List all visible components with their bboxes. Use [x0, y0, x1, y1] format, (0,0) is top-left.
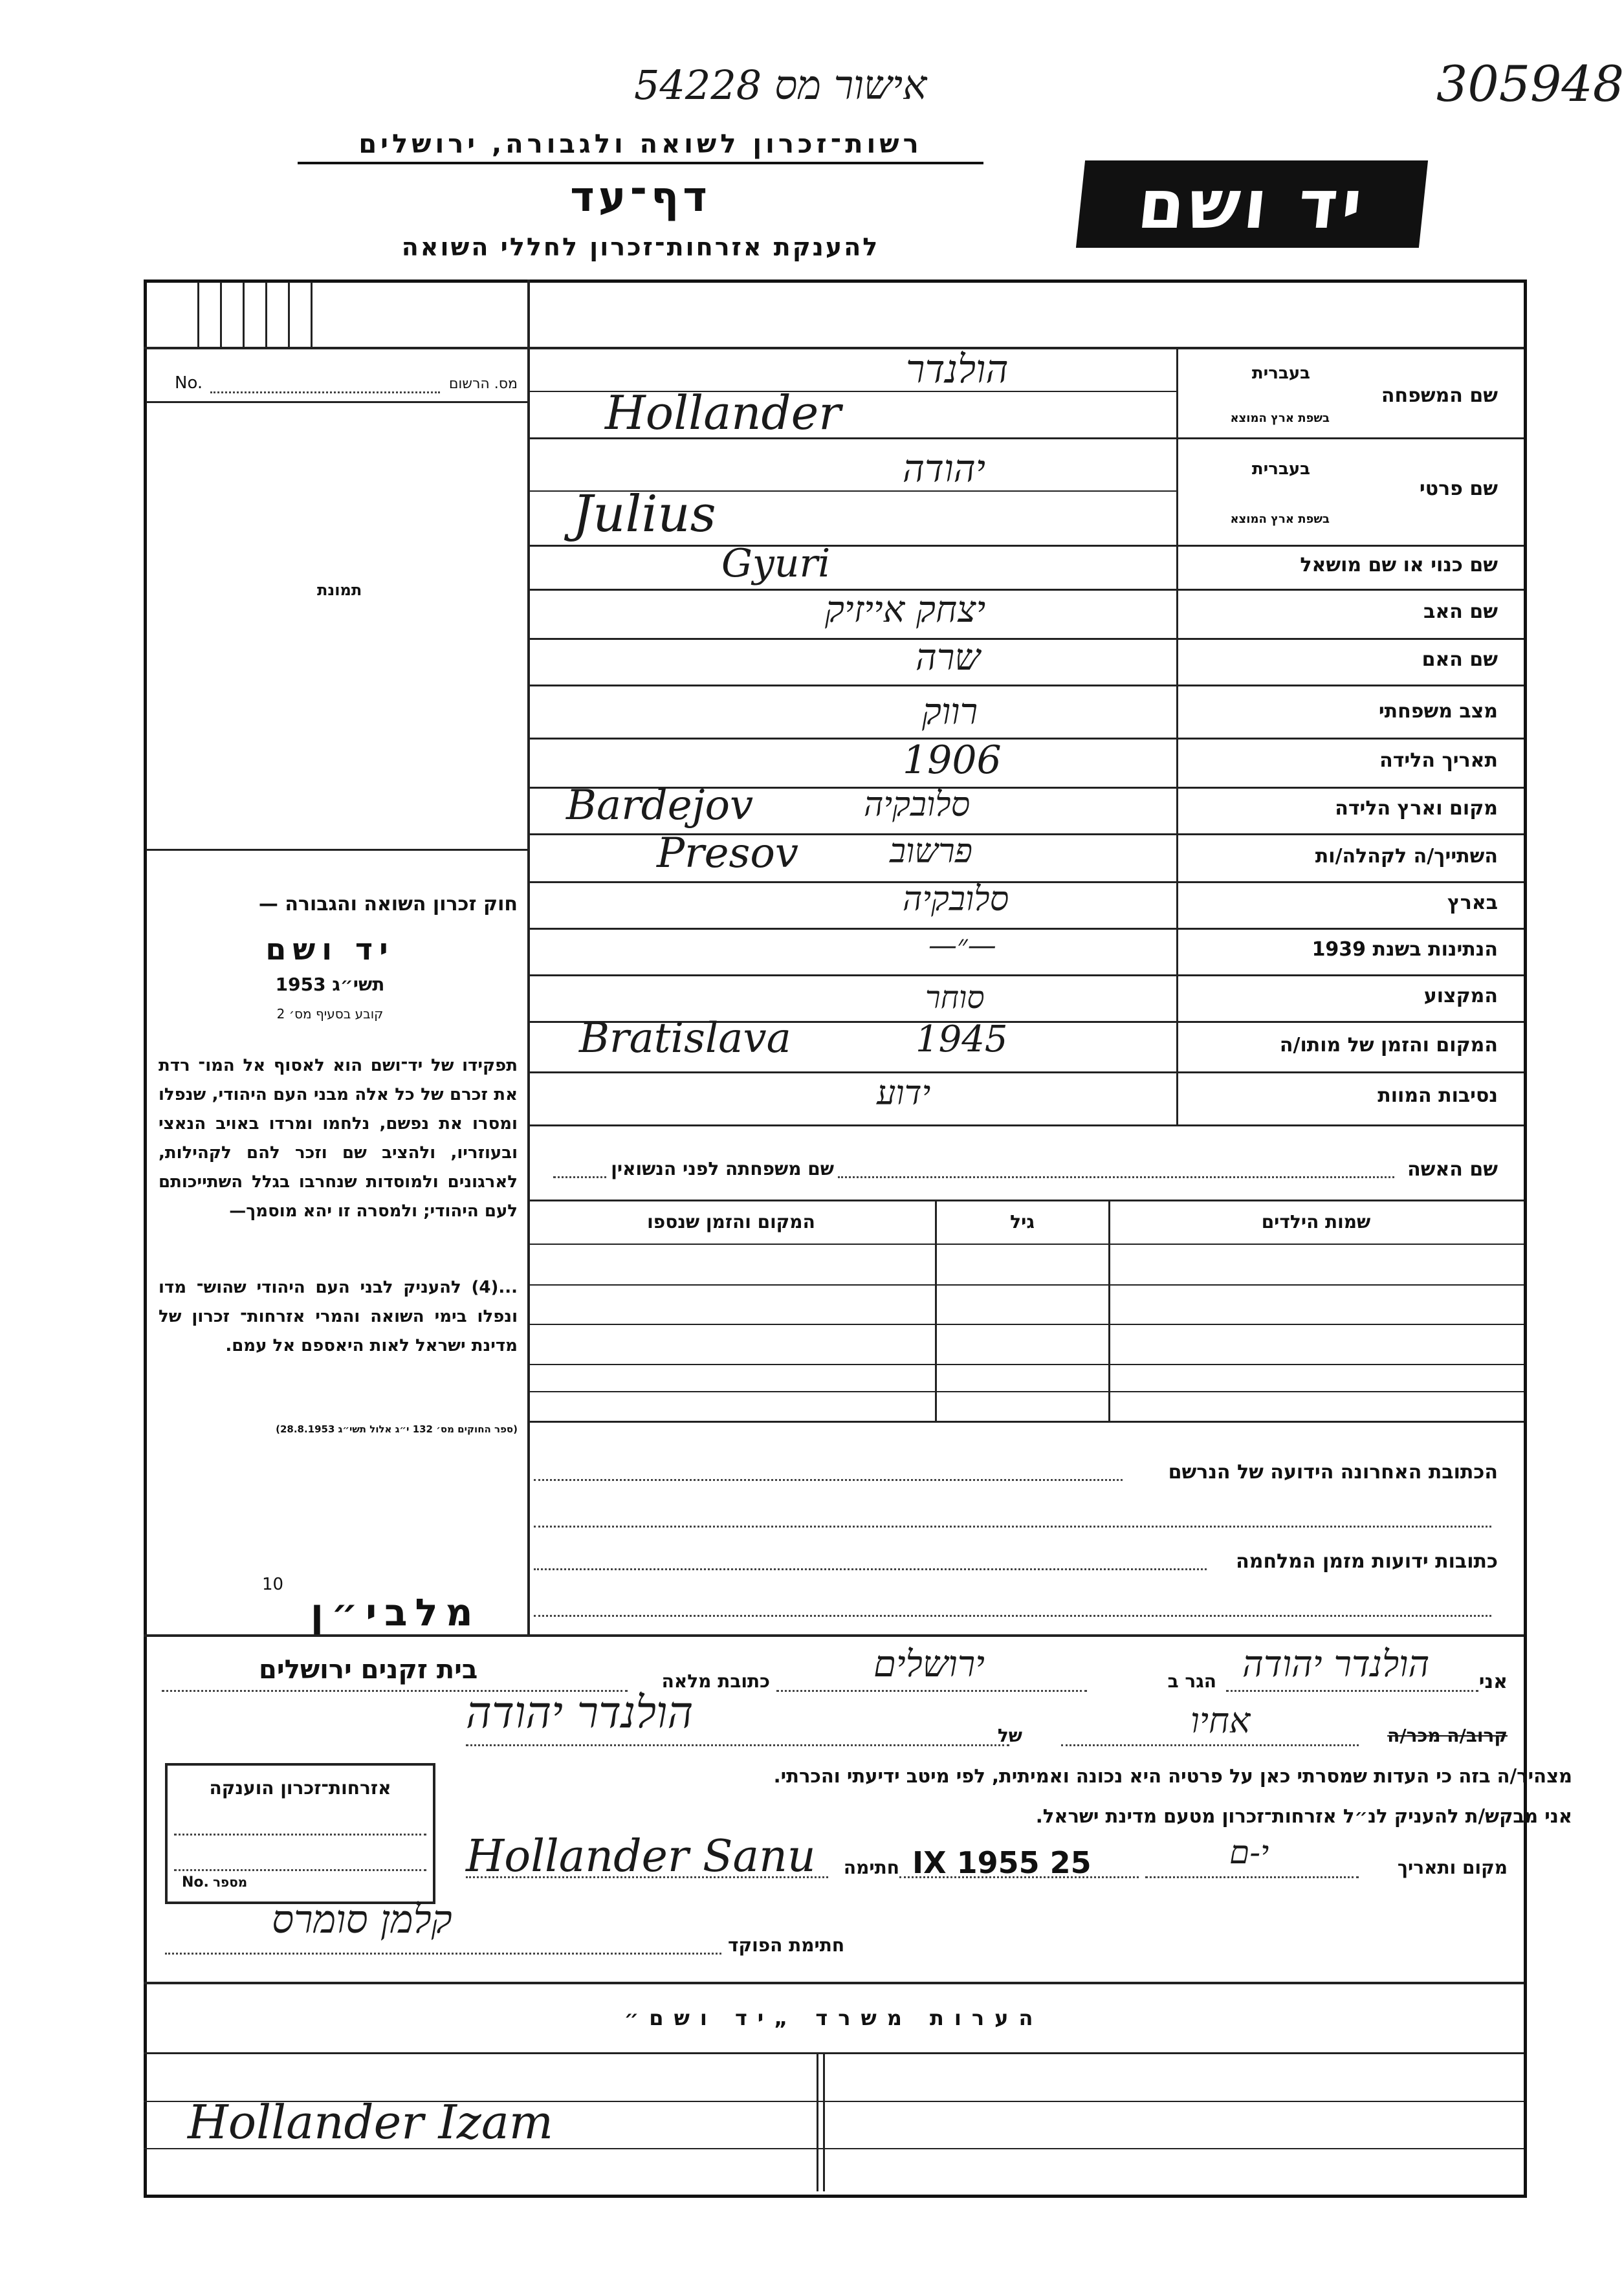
resident-label: הגר ב	[1167, 1671, 1216, 1692]
field-value: 1945	[916, 1018, 1008, 1060]
officer-signature: קלמן סומרס	[272, 1897, 452, 1942]
field-label: שם כנוי או שם מושאל	[1300, 554, 1498, 576]
declarant-name: הולנדר יהודה	[1242, 1643, 1430, 1685]
war-time-address-label: כתובות ידועות מזמן המלחמה	[1236, 1550, 1498, 1573]
field-value: רווק	[922, 691, 978, 733]
place-date-label: מקום ותאריך	[1397, 1857, 1508, 1878]
field-label: מצב משפחתי	[1378, 700, 1498, 723]
field-value: סוחר	[925, 980, 985, 1016]
field-value: Gyuri	[721, 541, 831, 586]
corner-number: 305948	[1436, 55, 1624, 113]
field-label: השתייך/ה לקהלה/ות	[1315, 845, 1498, 868]
ani-label: אני	[1478, 1671, 1508, 1693]
form-title: דף־עד	[570, 173, 711, 221]
office-notes-label: הערות משרד „יד ושם״	[624, 2006, 1044, 2030]
field-value: ידוע	[877, 1074, 931, 1113]
field-value: יצחק אייזיק	[825, 589, 986, 631]
relation-value: אחיו	[1191, 1700, 1251, 1741]
field-label: שם האב	[1423, 600, 1498, 623]
stamp: מלבי״ן	[311, 1590, 481, 1634]
institution-name: רשות־זכרון לשואה ולגבורה, ירושלים	[298, 129, 983, 164]
relation-name-handwritten: הולנדר יהודה	[466, 1687, 694, 1738]
table-row	[527, 1364, 1524, 1365]
citizenship-box-number-label: מספר	[213, 1874, 248, 1890]
field-value: 1906	[903, 738, 1002, 783]
field-marital-status	[527, 685, 1524, 740]
address-section	[527, 1421, 1524, 1634]
wife-label: שם האשה	[1407, 1158, 1498, 1181]
value-local: Julius	[573, 485, 716, 543]
registration-no-label: מס. הרשום	[448, 376, 518, 392]
sub-local: בשפת ארץ המוצא	[1230, 411, 1330, 425]
table-row	[527, 1324, 1524, 1325]
field-value: סלובקיה	[864, 785, 971, 824]
field-nickname	[527, 541, 1524, 591]
stamp-number: 10	[262, 1575, 284, 1594]
field-value-local: Bardejov	[566, 782, 754, 829]
field-label: בארץ	[1447, 892, 1498, 914]
field-label: מקום וארץ הלידה	[1335, 797, 1498, 820]
full-address: בית זקנים ירושלים	[259, 1655, 478, 1685]
reference-note: אישור מס 54228	[634, 61, 927, 109]
field-value: —״—	[928, 929, 996, 962]
yad-vashem-logo	[1076, 160, 1428, 248]
field-value: שרה	[916, 637, 980, 679]
field-father-name	[527, 589, 1524, 640]
field-label: שם המשפחה	[1381, 384, 1498, 407]
of-label: של	[997, 1725, 1022, 1746]
field-label: נסיבות המוות	[1377, 1084, 1498, 1107]
field-label: המקצוע	[1423, 985, 1498, 1007]
field-label: הנתינות בשנת 1939	[1311, 938, 1498, 961]
signature-label: חתימה	[843, 1857, 899, 1878]
field-value-local: Presov	[657, 829, 799, 877]
wife-maiden-label: שם משפחתה לפני הנשואין	[607, 1158, 838, 1179]
field-death-place-time	[527, 1014, 1524, 1073]
photo-label: תמונת	[317, 581, 362, 599]
field-country	[527, 881, 1524, 930]
full-address-label: כתובת מלאה	[661, 1671, 770, 1692]
office-notes-handwritten: Hollander Izam	[188, 2095, 554, 2149]
form-subtitle: להענקת אזרחות־זכרון לחללי השואה	[401, 233, 880, 261]
sub-local: בשפת ארץ המוצא	[1230, 512, 1330, 526]
last-known-address-label: הכתובת האחרונה הידועה של הנרשם	[1168, 1461, 1498, 1484]
field-label: שם האם	[1421, 648, 1498, 671]
field-mother-name	[527, 638, 1524, 686]
field-given-name	[527, 437, 1524, 547]
field-community	[527, 829, 1524, 883]
sub-hebrew: בעברית	[1251, 364, 1310, 383]
statement-1: מצהיר/ה בזה כי העדות שמסרתי כאן על פרטיה היא נכונה ואמיתית, לפי מיטב ידיעתי והכרתי.	[773, 1765, 1572, 1787]
law-footnote: (ספר החוקים מס׳ 132 י״ג אלול תשי״ג 28.8.1953)	[276, 1423, 518, 1435]
field-value-local: Bratislava	[579, 1014, 791, 1062]
signature: Hollander Sanu	[466, 1831, 816, 1882]
field-value: סלובקיה	[903, 880, 1009, 919]
resident-city: ירושלים	[873, 1643, 985, 1685]
value-local: Hollander	[605, 386, 841, 440]
field-value: פרשוב	[890, 832, 972, 871]
place-value: י-ם	[1229, 1834, 1269, 1871]
table-row	[527, 1284, 1524, 1286]
field-death-cause	[527, 1071, 1524, 1124]
field-family-name	[527, 347, 1524, 439]
law-title: חוק זכרון השואה והגבורה —	[258, 893, 518, 915]
law-text-1: תפקידו של יד־ושם הוא לאסוף אל המו־ רדת את זכרם של כל אלה מבני העם היהודי, שנפלו ומסרו את נפשם, נלחמו ומרדו באויב הנאצי ובעוזריו, ולהציב שם וזכר להם לקהילות, לארגונים ולמוסדות שנחרבו בגלל השתייכותם לעם היהודי; ולמסרה זו יהא מוסמך—	[159, 1056, 518, 1221]
citizenship-granted-box	[165, 1763, 435, 1904]
citizenship-box-label: אזרחות־זכרון הוענקה	[209, 1777, 391, 1799]
field-label: המקום והזמן של מותו/ה	[1279, 1034, 1498, 1057]
law-year: תשי״ג 1953	[275, 974, 385, 995]
wife-section	[527, 1124, 1524, 1200]
value-hebrew: יהודה	[903, 446, 985, 490]
logo-text: יד ושם	[1134, 164, 1370, 244]
field-citizenship-1939	[527, 928, 1524, 976]
relation-label: קרוב/ה מכר/ה	[1387, 1725, 1508, 1746]
children-header-place-time: המקום והזמן שנספו	[647, 1211, 815, 1233]
value-hebrew: הולנדר	[906, 347, 1009, 392]
law-name: יד ושם	[265, 932, 395, 967]
children-header-age: גיל	[1010, 1211, 1035, 1233]
sub-hebrew: בעברית	[1251, 459, 1310, 479]
field-birth-place	[527, 782, 1524, 835]
table-row	[527, 1391, 1524, 1392]
registration-no-prefix: No.	[175, 373, 203, 393]
date-value: 25 IX 1955	[912, 1845, 1092, 1880]
officer-signature-label: חתימת הפוקד	[728, 1935, 845, 1956]
field-label: שם פרטי	[1419, 477, 1498, 500]
law-text-2: ...(4) להעניק לבני העם היהודי שהוש־ מדו ונפלו בימי השואה והמרי אזרחות־ זכרון של מדינת ישראל לאות היאספם אל עמם.	[159, 1278, 518, 1355]
statement-2: אני מבקש/ת להעניק לנ״ל אזרחות־זכרון מטעם מדינת ישראל.	[1035, 1805, 1572, 1827]
children-header-names: שמות הילדים	[1261, 1211, 1371, 1233]
field-label: תאריך הלידה	[1379, 749, 1498, 772]
citizenship-box-no: No.	[182, 1874, 209, 1891]
law-clause: קובע בסעיף מס׳ 2	[276, 1006, 384, 1022]
